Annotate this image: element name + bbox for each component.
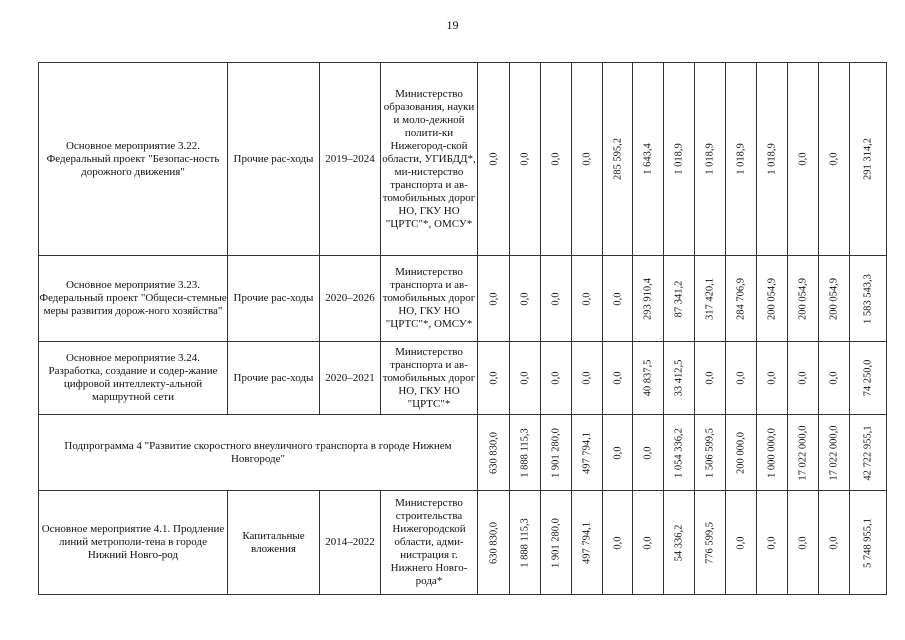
funding-value: 0,0 [488, 291, 499, 306]
funding-value-cell [633, 342, 664, 415]
funding-value: 0,0 [581, 371, 593, 385]
funding-value: 17 022 000,0 [797, 424, 809, 481]
funding-value: 17 022 000,0 [828, 424, 840, 481]
implementation-years: 2019–2024 [320, 63, 381, 256]
funding-value-cell [510, 415, 541, 491]
funding-value: 54 336,2 [673, 524, 685, 561]
funding-value: 0,0 [612, 445, 623, 460]
implementation-years: 2020–2021 [320, 342, 381, 415]
funding-value-cell [510, 256, 541, 342]
funding-value: 0,0 [519, 152, 531, 166]
funding-value-cell [572, 63, 603, 256]
subprogram-row [39, 415, 887, 491]
funding-value: 284 706,9 [735, 277, 747, 320]
funding-value: 0,0 [766, 371, 778, 385]
funding-value-cell [510, 342, 541, 415]
funding-value: 0,0 [735, 371, 747, 385]
funding-value-cell [664, 63, 695, 256]
implementation-years: 2014–2022 [320, 491, 381, 595]
funding-value: 1 018,9 [704, 143, 716, 175]
funding-value-cell [603, 415, 633, 491]
funding-value: 1 506 599,5 [704, 427, 716, 478]
responsible-executors: Министерство транспорта и ав-томобильных дорог НО, ГКУ НО "ЦРТС"*, ОМСУ* [381, 256, 478, 342]
funding-value: 0,0 [612, 371, 623, 385]
funding-value-cell [850, 415, 887, 491]
funding-value: 40 837,5 [642, 359, 654, 397]
funding-value: 497 794,1 [581, 431, 593, 474]
funding-value: 0,0 [612, 535, 623, 550]
funding-value: 0,0 [642, 535, 654, 550]
funding-value-cell [664, 342, 695, 415]
funding-value: 0,0 [704, 371, 716, 385]
funding-value-cell [603, 491, 633, 595]
funding-value: 1 018,9 [673, 143, 685, 175]
funding-value-cell [633, 415, 664, 491]
funding-value-cell [572, 415, 603, 491]
funding-value: 0,0 [550, 152, 562, 166]
funding-value: 5 748 955,1 [862, 517, 874, 568]
funding-value-cell [757, 256, 788, 342]
funding-value-cell [664, 491, 695, 595]
funding-value: 1 888 115,3 [519, 427, 531, 478]
funding-value-cell [850, 342, 887, 415]
funding-value-cell [726, 342, 757, 415]
funding-value-cell [819, 256, 850, 342]
funding-value-cell [510, 491, 541, 595]
funding-value: 0,0 [581, 291, 593, 306]
funding-value-cell [633, 63, 664, 256]
funding-value: 630 830,0 [488, 521, 499, 564]
funding-value-cell [788, 491, 819, 595]
funding-value-cell [603, 63, 633, 256]
table-row [39, 491, 887, 595]
expense-type: Прочие рас-ходы [228, 63, 320, 256]
funding-value: 200 054,9 [797, 277, 809, 320]
funding-value: 200 054,9 [828, 277, 840, 320]
funding-value: 74 250,0 [862, 359, 874, 397]
funding-value: 33 412,5 [673, 359, 685, 397]
funding-value: 497 794,1 [581, 521, 593, 564]
funding-value-cell [757, 491, 788, 595]
funding-value: 0,0 [828, 371, 840, 385]
funding-value: 0,0 [581, 152, 593, 166]
measure-name: Основное мероприятие 3.22. Федеральный проект "Безопас-ность дорожного движения" [39, 63, 228, 256]
funding-value-cell [510, 63, 541, 256]
funding-value-cell [726, 63, 757, 256]
funding-value: 0,0 [519, 291, 531, 306]
subprogram-title: Подпрограмма 4 "Развитие скоростного внеуличного транспорта в городе Нижнем Новгороде" [39, 415, 478, 491]
table-row [39, 256, 887, 342]
funding-value: 200 054,9 [766, 277, 778, 320]
funding-value: 0,0 [519, 371, 531, 385]
funding-value: 1 901 280,0 [550, 517, 562, 568]
funding-value: 285 595,2 [612, 138, 623, 180]
funding-value: 0,0 [642, 445, 654, 460]
funding-value-cell [478, 342, 510, 415]
funding-value-cell [633, 256, 664, 342]
funding-value: 1 901 280,0 [550, 427, 562, 478]
funding-value-cell [819, 342, 850, 415]
funding-value: 87 341,2 [673, 280, 685, 317]
funding-value-cell [572, 342, 603, 415]
measure-name: Основное мероприятие 4.1. Продление линий метрополи-тена в городе Нижний Новго-род [39, 491, 228, 595]
funding-value-cell [572, 491, 603, 595]
funding-value: 0,0 [612, 291, 623, 306]
funding-value-cell [478, 491, 510, 595]
funding-value-cell [757, 342, 788, 415]
funding-value-cell [695, 415, 726, 491]
funding-value: 293 910,4 [642, 277, 654, 320]
funding-value: 0,0 [797, 535, 809, 550]
funding-value-cell [541, 256, 572, 342]
funding-value: 0,0 [797, 371, 809, 385]
funding-value: 0,0 [550, 291, 562, 306]
funding-value: 200 000,0 [735, 431, 747, 474]
funding-value: 1 018,9 [766, 143, 778, 175]
funding-value-cell [478, 63, 510, 256]
expense-type: Прочие рас-ходы [228, 342, 320, 415]
funding-value-cell [478, 415, 510, 491]
funding-value-cell [850, 256, 887, 342]
funding-value: 0,0 [488, 152, 499, 166]
funding-value: 1 888 115,3 [519, 517, 531, 568]
expense-type: Прочие рас-ходы [228, 256, 320, 342]
funding-value-cell [603, 342, 633, 415]
measure-name: Основное мероприятие 3.23. Федеральный проект "Общеси-стемные меры развития дорож-ного хозяйства" [39, 256, 228, 342]
responsible-executors: Министерство образования, науки и моло-дежной полити-ки Нижегород-ской области, УГИБДД*, ми-нистерство транспорта и ав-томобильных дорог НО, ГКУ НО "ЦРТС"*, ОМСУ* [381, 63, 478, 256]
funding-value: 291 314,2 [862, 138, 874, 180]
funding-value-cell [572, 256, 603, 342]
funding-value: 1 643,4 [642, 143, 654, 175]
funding-value-cell [788, 415, 819, 491]
funding-value-cell [695, 256, 726, 342]
funding-value-cell [850, 491, 887, 595]
funding-value-cell [788, 342, 819, 415]
table-row [39, 342, 887, 415]
funding-value-cell [695, 342, 726, 415]
funding-value: 0,0 [828, 152, 840, 166]
funding-value-cell [478, 256, 510, 342]
funding-value-cell [757, 415, 788, 491]
responsible-executors: Министерство транспорта и ав-томобильных дорог НО, ГКУ НО "ЦРТС"* [381, 342, 478, 415]
budget-table [38, 62, 887, 595]
funding-value-cell [788, 256, 819, 342]
funding-value-cell [819, 491, 850, 595]
funding-value-cell [541, 63, 572, 256]
expense-type: Капитальные вложения [228, 491, 320, 595]
responsible-executors: Министерство строительства Нижегородской области, адми-нистрация г. Нижнего Новго-рода* [381, 491, 478, 595]
funding-value: 1 054 336,2 [673, 427, 685, 478]
table-row [39, 63, 887, 256]
funding-value: 776 599,5 [704, 521, 716, 564]
funding-value: 0,0 [828, 535, 840, 550]
funding-value-cell [819, 415, 850, 491]
funding-value-cell [633, 491, 664, 595]
funding-value-cell [603, 256, 633, 342]
measure-name: Основное мероприятие 3.24. Разработка, создание и содер-жание цифровой интеллекту-альной маршрутной сети [39, 342, 228, 415]
funding-value-cell [726, 491, 757, 595]
funding-value: 1 018,9 [735, 143, 747, 175]
funding-value: 0,0 [488, 371, 499, 385]
funding-value-cell [757, 63, 788, 256]
funding-value-cell [664, 415, 695, 491]
funding-value: 630 830,0 [488, 431, 499, 474]
funding-value-cell [541, 491, 572, 595]
funding-value: 0,0 [797, 152, 809, 166]
funding-value-cell [664, 256, 695, 342]
funding-value: 0,0 [550, 371, 562, 385]
funding-value-cell [819, 63, 850, 256]
funding-value: 1 583 543,3 [862, 273, 874, 324]
funding-value-cell [726, 415, 757, 491]
funding-value-cell [695, 63, 726, 256]
funding-value-cell [541, 342, 572, 415]
funding-value-cell [850, 63, 887, 256]
funding-value-cell [788, 63, 819, 256]
funding-value: 42 722 955,1 [862, 424, 874, 481]
funding-value: 0,0 [766, 535, 778, 550]
funding-value: 317 420,1 [704, 277, 716, 320]
funding-value: 1 000 000,0 [766, 427, 778, 478]
funding-value-cell [695, 491, 726, 595]
funding-value-cell [726, 256, 757, 342]
funding-value: 0,0 [735, 535, 747, 550]
implementation-years: 2020–2026 [320, 256, 381, 342]
page-number: 19 [446, 18, 459, 32]
funding-value-cell [541, 415, 572, 491]
